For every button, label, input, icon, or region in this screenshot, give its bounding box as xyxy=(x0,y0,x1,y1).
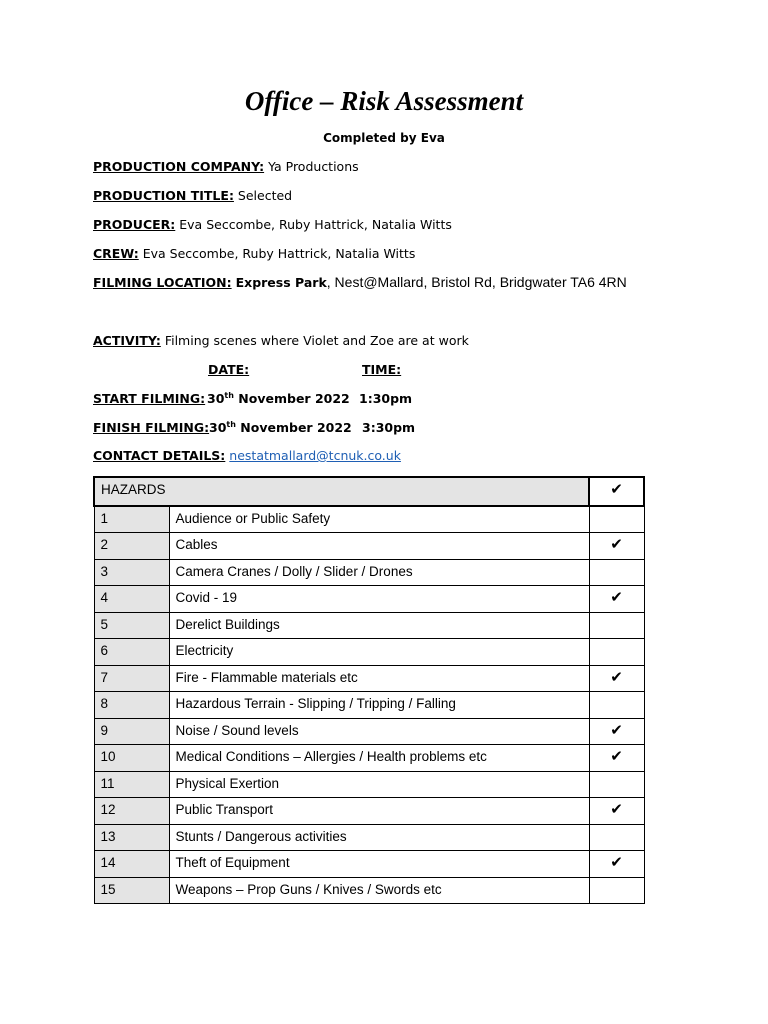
hazard-check[interactable] xyxy=(589,639,644,666)
time-header: TIME: xyxy=(362,362,402,377)
contact-details-line xyxy=(93,448,401,463)
production-company-line xyxy=(93,159,359,174)
hazard-check[interactable]: ✔ xyxy=(589,798,644,825)
hazard-check[interactable]: ✔ xyxy=(589,665,644,692)
hazard-name: Covid - 19 xyxy=(169,586,589,613)
hazard-number: 8 xyxy=(94,692,169,719)
hazard-name: Audience or Public Safety xyxy=(169,506,589,533)
hazard-check[interactable]: ✔ xyxy=(589,718,644,745)
hazard-check[interactable] xyxy=(589,559,644,586)
hazard-name: Cables xyxy=(169,533,589,560)
hazard-number: 9 xyxy=(94,718,169,745)
production-title-label: PRODUCTION TITLE: xyxy=(93,188,234,203)
hazard-name: Weapons – Prop Guns / Knives / Swords etc xyxy=(169,877,589,904)
table-row xyxy=(94,877,644,904)
hazard-name: Public Transport xyxy=(169,798,589,825)
table-row xyxy=(94,798,644,825)
hazard-check[interactable]: ✔ xyxy=(589,851,644,878)
hazard-number: 2 xyxy=(94,533,169,560)
activity-line xyxy=(93,333,469,348)
table-row xyxy=(94,612,644,639)
filming-location-address: , Nest@Mallard, Bristol Rd, Bridgwater TA6 4RN xyxy=(326,274,627,290)
hazard-name: Stunts / Dangerous activities xyxy=(169,824,589,851)
table-row xyxy=(94,824,644,851)
hazard-name: Derelict Buildings xyxy=(169,612,589,639)
production-title-value: Selected xyxy=(237,188,293,203)
hazard-name: Physical Exertion xyxy=(169,771,589,798)
table-row xyxy=(94,718,644,745)
activity-value: Filming scenes where Violet and Zoe are at work xyxy=(164,333,469,348)
hazard-name: Fire - Flammable materials etc xyxy=(169,665,589,692)
filming-location-label: FILMING LOCATION: xyxy=(93,275,232,290)
hazard-number: 15 xyxy=(94,877,169,904)
activity-label: ACTIVITY: xyxy=(93,333,161,348)
completed-by: Completed by Eva xyxy=(323,131,445,145)
hazard-name: Electricity xyxy=(169,639,589,666)
start-filming-label: START FILMING: xyxy=(93,391,206,406)
producer-label: PRODUCER: xyxy=(93,217,176,232)
hazard-check[interactable] xyxy=(589,771,644,798)
hazard-name: Hazardous Terrain - Slipping / Tripping / Falling xyxy=(169,692,589,719)
hazard-check[interactable] xyxy=(589,877,644,904)
hazard-number: 1 xyxy=(94,506,169,533)
filming-location-line xyxy=(93,274,627,290)
hazard-number: 11 xyxy=(94,771,169,798)
table-row xyxy=(94,771,644,798)
hazard-name: Theft of Equipment xyxy=(169,851,589,878)
production-title-line xyxy=(93,188,292,203)
page-title: Office – Risk Assessment xyxy=(244,86,524,116)
producer-value: Eva Seccombe, Ruby Hattrick, Natalia Witts xyxy=(179,217,452,232)
start-filming-time: 1:30pm xyxy=(359,391,413,406)
table-row xyxy=(94,692,644,719)
finish-filming-date: 30th November 2022 xyxy=(209,420,352,436)
hazard-number: 13 xyxy=(94,824,169,851)
hazard-check[interactable]: ✔ xyxy=(589,533,644,560)
producer-line xyxy=(93,217,452,232)
hazard-check[interactable] xyxy=(589,506,644,533)
production-company-value: Ya Productions xyxy=(268,159,359,174)
hazard-number: 12 xyxy=(94,798,169,825)
hazards-table xyxy=(93,476,645,904)
hazard-number: 7 xyxy=(94,665,169,692)
hazards-header-row xyxy=(94,477,644,506)
contact-details-label: CONTACT DETAILS: xyxy=(93,448,226,463)
table-row xyxy=(94,559,644,586)
hazard-name: Medical Conditions – Allergies / Health problems etc xyxy=(169,745,589,772)
hazard-check[interactable]: ✔ xyxy=(589,586,644,613)
table-row xyxy=(94,745,644,772)
table-row xyxy=(94,665,644,692)
start-filming-date: 30th November 2022 xyxy=(207,391,350,407)
hazard-check[interactable] xyxy=(589,612,644,639)
production-company-label: PRODUCTION COMPANY: xyxy=(93,159,265,174)
finish-filming-time: 3:30pm xyxy=(362,420,416,435)
hazard-number: 6 xyxy=(94,639,169,666)
hazard-check[interactable]: ✔ xyxy=(589,745,644,772)
table-row xyxy=(94,533,644,560)
date-header: DATE: xyxy=(208,362,250,377)
finish-filming-label: FINISH FILMING: xyxy=(93,420,210,435)
hazard-check[interactable] xyxy=(589,692,644,719)
crew-line xyxy=(93,246,415,261)
crew-value: Eva Seccombe, Ruby Hattrick, Natalia Witts xyxy=(142,246,416,261)
hazard-number: 10 xyxy=(94,745,169,772)
table-row xyxy=(94,506,644,533)
hazards-header: HAZARDS xyxy=(94,477,589,506)
hazard-check[interactable] xyxy=(589,824,644,851)
hazard-number: 3 xyxy=(94,559,169,586)
hazards-check-header: ✔ xyxy=(589,477,644,506)
crew-label: CREW: xyxy=(93,246,139,261)
hazard-number: 5 xyxy=(94,612,169,639)
hazard-name: Noise / Sound levels xyxy=(169,718,589,745)
hazard-name: Camera Cranes / Dolly / Slider / Drones xyxy=(169,559,589,586)
filming-location-venue: Express Park xyxy=(235,275,327,290)
table-row xyxy=(94,851,644,878)
contact-email-link[interactable]: nestatmallard@tcnuk.co.uk xyxy=(229,448,401,463)
hazard-number: 4 xyxy=(94,586,169,613)
hazard-number: 14 xyxy=(94,851,169,878)
table-row xyxy=(94,639,644,666)
table-row xyxy=(94,586,644,613)
